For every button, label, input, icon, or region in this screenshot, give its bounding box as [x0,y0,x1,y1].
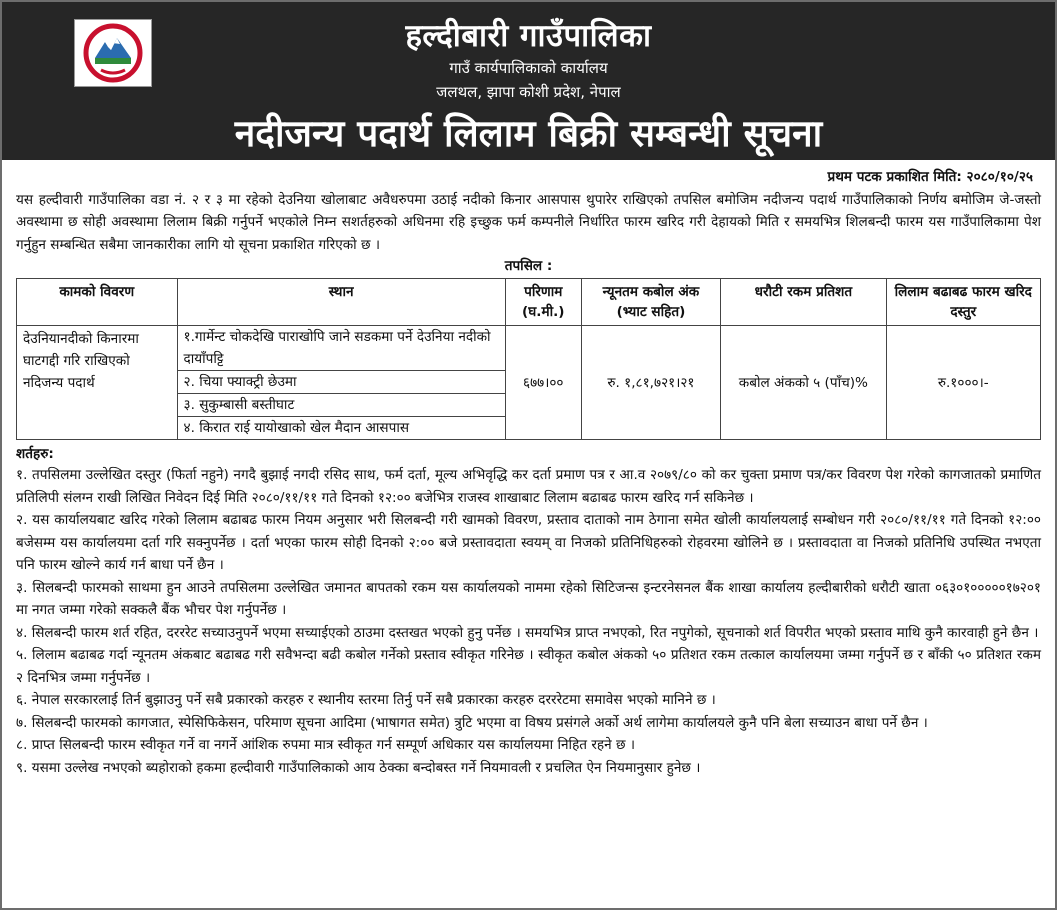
term-item: ५. लिलाम बढाबढ गर्दा न्यूनतम अंकबाट बढाबढ गरी सवैभन्दा बढी कबोल गर्नेको प्रस्ताव स्वीकृत गरिनेछ । स्वीकृत कबोल अंकको ५० प्रतिशत रकम तत्काल कार्यालयमा जम्मा गर्नुपर्ने छ र बाँकी ५० प्रतिशत रकम २ दिनभित्र जम्मा गर्नुपर्नेछ । [16,647,1041,686]
cell-quantity: ६७७।०० [505,326,581,440]
notice-body [2,160,1055,779]
table-caption: तपसिल : [504,258,553,274]
office-address: जलथल, झापा कोशी प्रदेश, नेपाल [436,83,621,101]
header-deposit: धरौटी रकम प्रतिशत [721,279,886,326]
cell-min-bid: रु. १,८१,७२१।२१ [581,326,721,440]
place-item: ४. किरात राई यायोखाको खेल मैदान आसपास [183,420,410,436]
term-item: ४. सिलबन्दी फारम शर्त रहित, दरररेट सच्याउनुपर्ने भएमा सच्याईएको ठाउमा दस्तखत भएको हुनु पर्नेछ । समयभित्र प्राप्त नभएको, रित नपुगेको, सूचनाको शर्त विपरीत भएको प्रस्ताव माथि कुनै कारवाही हुने छैन । [16,624,1039,641]
term-item: ३. सिलबन्दी फारमको साथमा हुन आउने तपसिलमा उल्लेखित जमानत बापतको रकम यस कार्यालयको नाममा रहेको सिटिजन्स इन्टरनेसनल बैंक शाखा कार्यालय हल्दीबारीको धरौटी खाता ०६३०१०००००१७२०१ मा नगत जम्मा गरेको सक्कलै बैंक भौचर पेश गर्नुपर्नेछ । [16,579,1041,618]
header-place: स्थान [177,279,505,326]
place-item: ३. सुकुम्बासी बस्तीघाट [178,394,505,417]
cell-desc: देउनियानदीको किनारमा घाटगद्दी गरि राखिएको नदिजन्य पदार्थ [17,326,178,440]
header-quantity: परिणाम (घ.मी.) [505,279,581,326]
terms-list [16,464,1041,779]
term-item: १. तपसिलमा उल्लेखित दस्तुर (फिर्ता नहुने) नगदै बुझाई नगदी रसिद साथ, फर्म दर्ता, मूल्य अभिवृद्धि कर दर्ता प्रमाण पत्र र आ.व २०७९/८० को कर चुक्ता प्रमाण पत्र/कर विवरण पेश गरेको कागजातको प्रमाणित प्रतिलिपी संलग्न राखी लिखित निवेदन दिई मिति २०८०/११/११ गते दिनको १२:०० बजेभित्र राजस्व शाखाबाट लिलाम बढाबढ फारम खरिद गर्न सकिनेछ । [16,467,1041,506]
table-header-row [17,279,1041,326]
publication-date: प्रथम पटक प्रकाशित मिति: २०८०/१०/२५ [827,169,1033,185]
header-form-fee: लिलाम बढाबढ फारम खरिद दस्तुर [886,279,1040,326]
terms-heading: शर्तहरु: [16,446,54,462]
notice-header [2,2,1055,160]
cell-place [177,326,505,440]
table-row [17,326,1041,440]
auction-table [16,278,1041,440]
cell-form-fee: रु.१०००।- [886,326,1040,440]
header-desc: कामको विवरण [17,279,178,326]
header-min-bid: न्यूनतम कबोल अंक (भ्याट सहित) [581,279,721,326]
place-item: १.गार्मेन्ट चोकदेखि पाराखोपि जाने सडकमा पर्ने देउनिया नदीको दायाँपट्टि [178,326,505,371]
term-item: ६. नेपाल सरकारलाई तिर्न बुझाउनु पर्ने सबै प्रकारको करहरु र स्थानीय स्तरमा तिर्नु पर्ने सबै प्रकारका करहरु दरररेटमा समावेस भएको मानिने छ । [16,692,716,708]
municipality-title: हल्दीबारी गाउँपालिका [405,18,652,54]
notice-title: नदीजन्य पदार्थ लिलाम बिक्री सम्बन्धी सूचना [234,112,823,155]
cell-deposit: कबोल अंकको ५ (पाँच)% [721,326,886,440]
term-item: २. यस कार्यालयबाट खरिद गरेको लिलाम बढाबढ फारम नियम अनुसार भरी सिलबन्दी गरी खामको विवरण, प्रस्ताव दाताको नाम ठेगाना समेत खोली कार्यालयलाई सम्बोधन गरी २०८०/११/११ गते दिनको १२:०० बजेसम्म यस कार्यालयमा दर्ता गरि सक्नुपर्नेछ । दर्ता भएका फारम सोही दिनको २:०० बजे प्रस्तावदाता स्वयम् वा निजको प्रतिनिधिहरुको रोहवरमा खोलिने छ । प्रस्तावदाता वा निजको प्रतिनिधि उपस्थित नभएता पनि फारम खोल्ने कार्य गर्न बाधा पर्ने छैन । [16,512,1041,573]
term-item: ९. यसमा उल्लेख नभएको ब्यहोराको हकमा हल्दीवारी गाउँपालिकाको आय ठेक्का बन्दोबस्त गर्ने नियमावली र प्रचलित ऐन नियमानुसार हुनेछ । [16,759,701,776]
term-item: ८. प्राप्त सिलबन्दी फारम स्वीकृत गर्ने वा नगर्ने आंशिक रुपमा मात्र स्वीकृत गर्न सम्पूर्ण अधिकार यस कार्यालयमा निहित रहने छ । [16,737,636,753]
place-item: २. चिया फ्याक्ट्री छेउमा [178,371,505,394]
intro-paragraph: यस हल्दीवारी गाउँपालिका वडा नं. २ र ३ मा रहेको देउनिया खोलाबाट अवैधरुपमा उठाई नदीको किनार आसपास थुपारेर राखिएको तपसिल बमोजिम नदीजन्य पदार्थ गाउँपालिकाको निर्णय बमोजिम जे-जस्तो अवस्थामा छ सोही अवस्थामा लिलाम बिक्री गर्नुपर्ने भएकोले निम्न सशर्तहरुको अधिनमा रहि इच्छुक फर्म कम्पनीले निर्धारित फारम खरिद गरी देहायको मिति र समयभित्र शिलबन्दी फारम यस गाउँपालिकामा पेश गर्नुहुन सम्बन्धित सबैमा जानकारीका लागि यो सूचना प्रकाशित गरिएको छ । [16,191,1041,253]
office-name: गाउँ कार्यपालिकाको कार्यालय [449,59,608,77]
term-item: ७. सिलबन्दी फारमको कागजात, स्पेसिफिकेसन, परिमाण सूचना आदिमा (भाषागत समेत) त्रुटि भएमा वा विषय प्रसंगले अर्को अर्थ लागेमा कार्यालयले कुनै पनि बेला सच्याउन बाधा पर्ने छैन । [16,714,928,731]
